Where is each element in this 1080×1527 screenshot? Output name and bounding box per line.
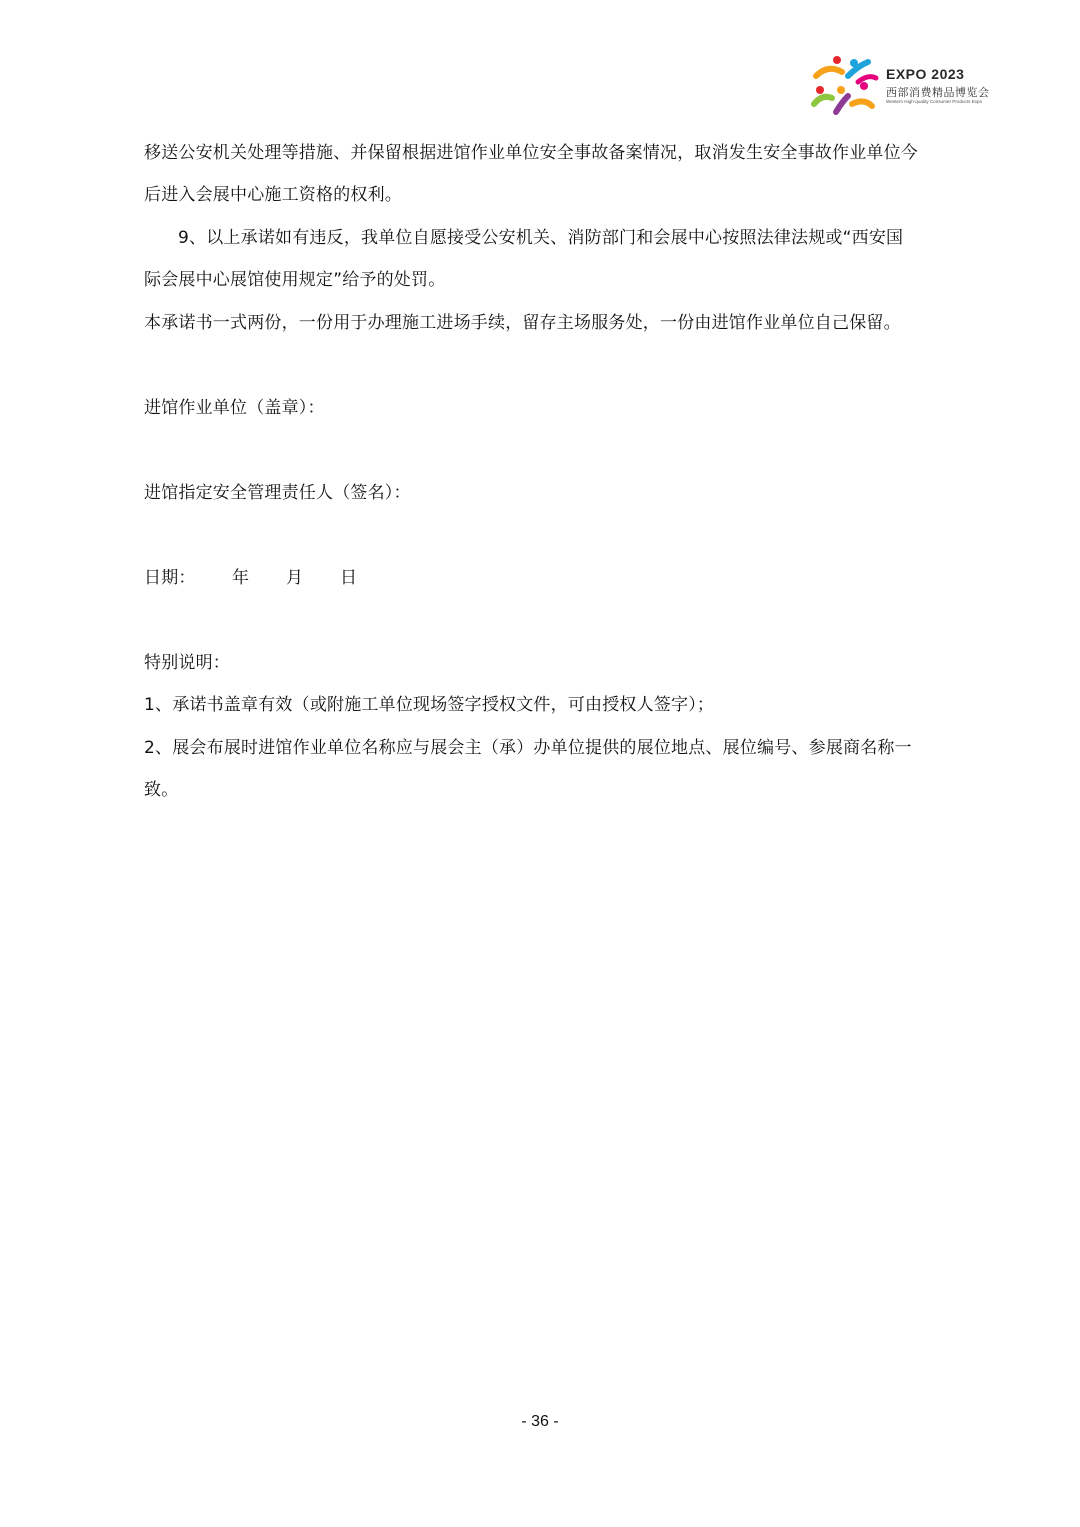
date-label: 日期：	[144, 568, 196, 588]
logo-arc-pink	[858, 77, 876, 82]
logo-arc-orange-2	[852, 101, 872, 106]
date-day: 日	[340, 568, 358, 588]
responsible-person-label: 进馆指定安全管理责任人（签名）：	[144, 483, 411, 503]
date-month: 月	[286, 568, 304, 588]
unit-seal-label: 进馆作业单位（盖章）：	[144, 398, 325, 418]
logo-dot-red	[833, 56, 841, 64]
note-item-2: 2、展会布展时进馆作业单位名称应与展会主（承）办单位提供的展位地点、展位编号、参展商名称一	[144, 738, 912, 758]
logo-dot-orange	[837, 86, 845, 94]
note-item-2-cont: 致。	[144, 780, 179, 800]
note-item-1: 1、承诺书盖章有效（或附施工单位现场签字授权文件，可由授权人签字）；	[144, 695, 715, 715]
logo-title: EXPO 2023	[886, 66, 965, 82]
body-line-1: 移送公安机关处理等措施、并保留根据进馆作业单位安全事故备案情况，取消发生安全事故作业单位今	[144, 143, 918, 163]
expo-logo	[808, 54, 1008, 120]
logo-english-name: Western High-quality Consumer Products Expo	[886, 99, 983, 104]
date-row	[144, 567, 404, 589]
expo-logo-mark-icon	[808, 54, 884, 120]
body-line-2: 后进入会展中心施工资格的权利。	[144, 185, 402, 205]
body-line-5: 本承诺书一式两份，一份用于办理施工进场手续，留存主场服务处，一份由进馆作业单位自己保留。	[144, 313, 901, 333]
logo-dot-pink	[860, 82, 868, 90]
logo-arc-orange	[816, 69, 842, 76]
body-line-3: 9、以上承诺如有违反，我单位自愿接受公安机关、消防部门和会展中心按照法律法规或“西安国	[178, 228, 904, 248]
logo-dot-red-2	[816, 86, 824, 94]
logo-arc-purple	[836, 96, 848, 112]
logo-arc-green	[814, 97, 832, 104]
logo-chinese-name: 西部消费精品博览会	[886, 86, 990, 99]
notes-title: 特别说明：	[144, 653, 230, 673]
body-line-4: 际会展中心展馆使用规定”给予的处罚。	[144, 270, 446, 290]
date-year: 年	[232, 568, 250, 588]
page-number: - 36 -	[521, 1413, 559, 1430]
